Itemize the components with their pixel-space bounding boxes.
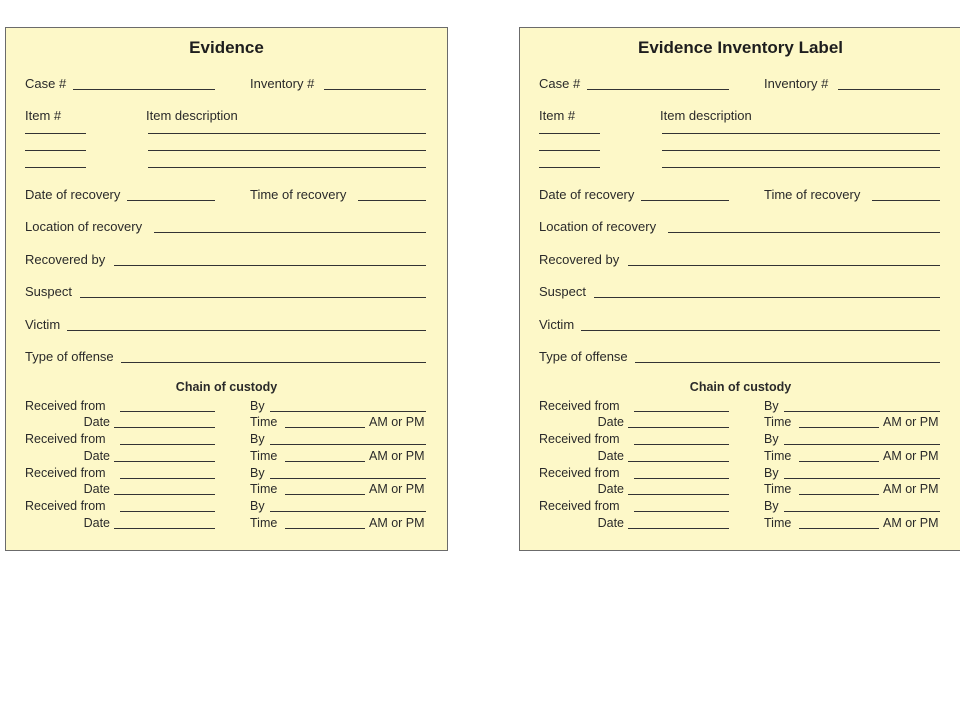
- date-field[interactable]: [628, 427, 729, 428]
- card-title: Evidence Inventory Label: [637, 38, 843, 57]
- date-label: Date: [597, 482, 624, 497]
- date-label: Date: [83, 415, 110, 430]
- item-description-field[interactable]: [148, 133, 426, 134]
- received-from-label: Received from: [25, 432, 106, 447]
- by-field[interactable]: [270, 478, 426, 479]
- item-description-field[interactable]: [148, 167, 426, 168]
- item-description-label: Item description: [660, 108, 752, 123]
- date-of-recovery-label: Date of recovery: [25, 187, 121, 202]
- time-of-recovery-label: Time of recovery: [764, 187, 861, 202]
- location-of-recovery-label: Location of recovery: [539, 219, 657, 234]
- time-label: Time: [250, 482, 278, 497]
- recovered-by-label: Recovered by: [539, 252, 620, 267]
- type-of-offense-field[interactable]: [635, 362, 940, 363]
- by-label: By: [250, 499, 265, 514]
- time-field[interactable]: [799, 528, 879, 529]
- item-description-field[interactable]: [662, 150, 940, 151]
- suspect-label: Suspect: [539, 284, 586, 299]
- location-of-recovery-label: Location of recovery: [25, 219, 143, 234]
- time-field[interactable]: [799, 461, 879, 462]
- received-from-field[interactable]: [120, 444, 215, 445]
- inventory-number-label: Inventory #: [764, 76, 829, 91]
- date-field[interactable]: [114, 427, 215, 428]
- date-of-recovery-field[interactable]: [641, 200, 729, 201]
- by-label: By: [250, 399, 265, 413]
- chain-of-custody-heading: Chain of custody: [175, 380, 278, 394]
- time-of-recovery-label: Time of recovery: [250, 187, 347, 202]
- date-label: Date: [597, 415, 624, 430]
- time-field[interactable]: [799, 494, 879, 495]
- by-field[interactable]: [784, 511, 940, 512]
- received-from-label: Received from: [539, 432, 620, 447]
- am-or-pm-label: AM or PM: [369, 482, 425, 497]
- item-number-field[interactable]: [25, 150, 86, 151]
- date-label: Date: [597, 448, 624, 463]
- item-number-field[interactable]: [25, 167, 86, 168]
- date-field[interactable]: [114, 461, 215, 462]
- by-label: By: [764, 465, 779, 480]
- received-from-field[interactable]: [120, 478, 215, 479]
- date-label: Date: [597, 515, 624, 530]
- am-or-pm-label: AM or PM: [369, 415, 425, 430]
- time-label: Time: [764, 448, 792, 463]
- location-of-recovery-field[interactable]: [668, 232, 940, 233]
- item-description-field[interactable]: [662, 167, 940, 168]
- location-of-recovery-field[interactable]: [154, 232, 426, 233]
- inventory-number-field[interactable]: [838, 89, 940, 90]
- evidence-label-card: [5, 27, 448, 551]
- inventory-number-field[interactable]: [324, 89, 426, 90]
- by-field[interactable]: [784, 478, 940, 479]
- by-field[interactable]: [270, 511, 426, 512]
- victim-label: Victim: [25, 317, 61, 332]
- victim-label: Victim: [539, 317, 575, 332]
- received-from-label: Received from: [539, 499, 620, 514]
- case-number-label: Case #: [539, 76, 581, 91]
- by-field[interactable]: [270, 444, 426, 445]
- suspect-field[interactable]: [594, 297, 940, 298]
- time-of-recovery-field[interactable]: [872, 200, 940, 201]
- item-description-field[interactable]: [662, 133, 940, 134]
- by-label: By: [764, 399, 779, 413]
- item-number-field[interactable]: [539, 150, 600, 151]
- victim-field[interactable]: [581, 330, 940, 331]
- by-field[interactable]: [784, 444, 940, 445]
- recovered-by-field[interactable]: [114, 265, 426, 266]
- received-from-label: Received from: [25, 499, 106, 514]
- recovered-by-field[interactable]: [628, 265, 940, 266]
- time-label: Time: [250, 515, 278, 530]
- item-number-field[interactable]: [539, 133, 600, 134]
- item-description-label: Item description: [146, 108, 238, 123]
- by-label: By: [250, 465, 265, 480]
- card-title: Evidence: [189, 38, 264, 57]
- suspect-field[interactable]: [80, 297, 426, 298]
- received-from-field[interactable]: [634, 411, 729, 412]
- date-of-recovery-field[interactable]: [127, 200, 215, 201]
- date-field[interactable]: [628, 494, 729, 495]
- received-from-label: Received from: [539, 465, 620, 480]
- am-or-pm-label: AM or PM: [883, 448, 939, 463]
- date-of-recovery-label: Date of recovery: [539, 187, 635, 202]
- item-number-label: Item #: [539, 108, 576, 123]
- received-from-field[interactable]: [120, 511, 215, 512]
- type-of-offense-label: Type of offense: [539, 349, 628, 364]
- time-label: Time: [764, 482, 792, 497]
- time-label: Time: [764, 515, 792, 530]
- by-field[interactable]: [270, 411, 426, 412]
- received-from-field[interactable]: [634, 511, 729, 512]
- suspect-label: Suspect: [25, 284, 72, 299]
- time-label: Time: [250, 415, 278, 430]
- item-number-field[interactable]: [539, 167, 600, 168]
- time-of-recovery-field[interactable]: [358, 200, 426, 201]
- am-or-pm-label: AM or PM: [883, 482, 939, 497]
- item-description-field[interactable]: [148, 150, 426, 151]
- date-label: Date: [83, 482, 110, 497]
- item-number-label: Item #: [25, 108, 62, 123]
- type-of-offense-field[interactable]: [121, 362, 426, 363]
- time-field[interactable]: [285, 461, 365, 462]
- type-of-offense-label: Type of offense: [25, 349, 114, 364]
- case-number-label: Case #: [25, 76, 67, 91]
- time-field[interactable]: [285, 494, 365, 495]
- case-number-field[interactable]: [73, 89, 215, 90]
- date-field[interactable]: [114, 494, 215, 495]
- am-or-pm-label: AM or PM: [883, 515, 939, 530]
- inventory-number-label: Inventory #: [250, 76, 315, 91]
- received-from-label: Received from: [539, 399, 620, 413]
- received-from-field[interactable]: [120, 411, 215, 412]
- time-field[interactable]: [285, 528, 365, 529]
- by-label: By: [764, 499, 779, 514]
- by-field[interactable]: [784, 411, 940, 412]
- date-field[interactable]: [628, 461, 729, 462]
- victim-field[interactable]: [67, 330, 426, 331]
- time-field[interactable]: [799, 427, 879, 428]
- by-label: By: [250, 432, 265, 447]
- received-from-label: Received from: [25, 399, 106, 413]
- received-from-field[interactable]: [634, 444, 729, 445]
- received-from-field[interactable]: [634, 478, 729, 479]
- am-or-pm-label: AM or PM: [369, 515, 425, 530]
- time-label: Time: [764, 415, 792, 430]
- date-field[interactable]: [114, 528, 215, 529]
- received-from-label: Received from: [25, 465, 106, 480]
- recovered-by-label: Recovered by: [25, 252, 106, 267]
- am-or-pm-label: AM or PM: [883, 415, 939, 430]
- item-number-field[interactable]: [25, 133, 86, 134]
- date-field[interactable]: [628, 528, 729, 529]
- evidence-inventory-label-card: [519, 27, 960, 551]
- time-field[interactable]: [285, 427, 365, 428]
- chain-of-custody-heading: Chain of custody: [689, 380, 792, 394]
- date-label: Date: [83, 448, 110, 463]
- by-label: By: [764, 432, 779, 447]
- date-label: Date: [83, 515, 110, 530]
- am-or-pm-label: AM or PM: [369, 448, 425, 463]
- time-label: Time: [250, 448, 278, 463]
- case-number-field[interactable]: [587, 89, 729, 90]
